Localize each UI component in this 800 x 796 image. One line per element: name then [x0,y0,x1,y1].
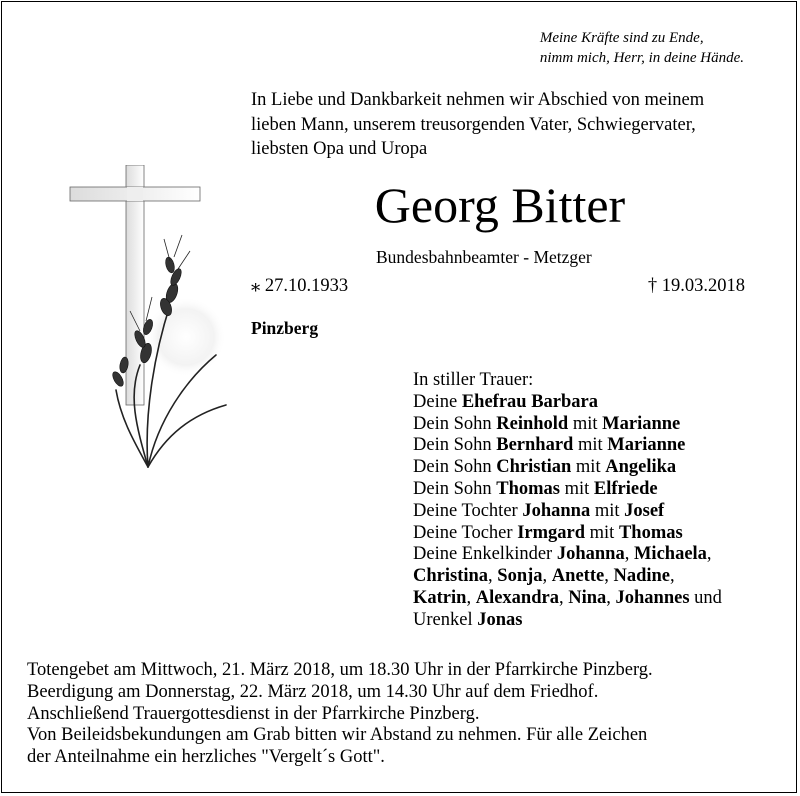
deceased-profession: Bundesbahnbeamter - Metzger [376,247,592,267]
intro-line: In Liebe und Dankbarkeit nehmen wir Abschied von meinem [251,90,705,110]
hometown: Pinzberg [251,318,319,338]
mourner-line: Deine Enkelkinder Johanna, Michaela, [413,544,712,565]
mourner-line: Dein Sohn Thomas mit Elfriede [413,478,658,499]
service-line: Totengebet am Mittwoch, 21. März 2018, um 18.30 Uhr in der Pfarrkirche Pinzberg. [27,660,653,680]
mourner-line: Urenkel Jonas [413,609,523,630]
mourner-line: Deine Tocher Irmgard mit Thomas [413,522,683,543]
service-line: der Anteilnahme ein herzliches "Vergelt´s Gott". [27,747,385,768]
birth-date: ⁎ 27.10.1933 [251,276,349,296]
mourner-line: Deine Tochter Johanna mit Josef [413,500,665,521]
mourner-line: Dein Sohn Christian mit Angelika [413,457,677,478]
mourner-line: Katrin, Alexandra, Nina, Johannes und [413,587,722,608]
service-line: Beerdigung am Donnerstag, 22. März 2018, um 14.30 Uhr auf dem Friedhof. [27,681,599,702]
service-line: Von Beileidsbekundungen am Grab bitten wir Abstand zu nehmen. Für alle Zeichen [27,725,648,746]
mourner-line: Dein Sohn Reinhold mit Marianne [413,413,681,434]
mourner-line: Deine Ehefrau Barbara [413,391,598,412]
motto-verse [540,28,744,68]
mourners-heading: In stiller Trauer: [413,370,534,390]
motto-line: Meine Kräfte sind zu Ende, [539,30,704,46]
mourner-line: Dein Sohn Bernhard mit Marianne [413,435,686,456]
motto-line: nimm mich, Herr, in deine Hände. [539,50,744,66]
intro-line: liebsten Opa und Uropa [251,139,428,159]
intro-line: lieben Mann, unserem treusorgenden Vater, Schwiegervater, [251,114,696,135]
deceased-name: Georg Bitter [374,177,626,233]
mourners-list [413,370,722,632]
service-info [27,660,787,769]
death-date: † 19.03.2018 [647,276,745,296]
mourner-line: Christina, Sonja, Anette, Nadine, [413,566,675,587]
service-line: Anschließend Trauergottesdienst in der Pfarrkirche Pinzberg. [27,703,480,724]
intro-text [251,88,771,162]
